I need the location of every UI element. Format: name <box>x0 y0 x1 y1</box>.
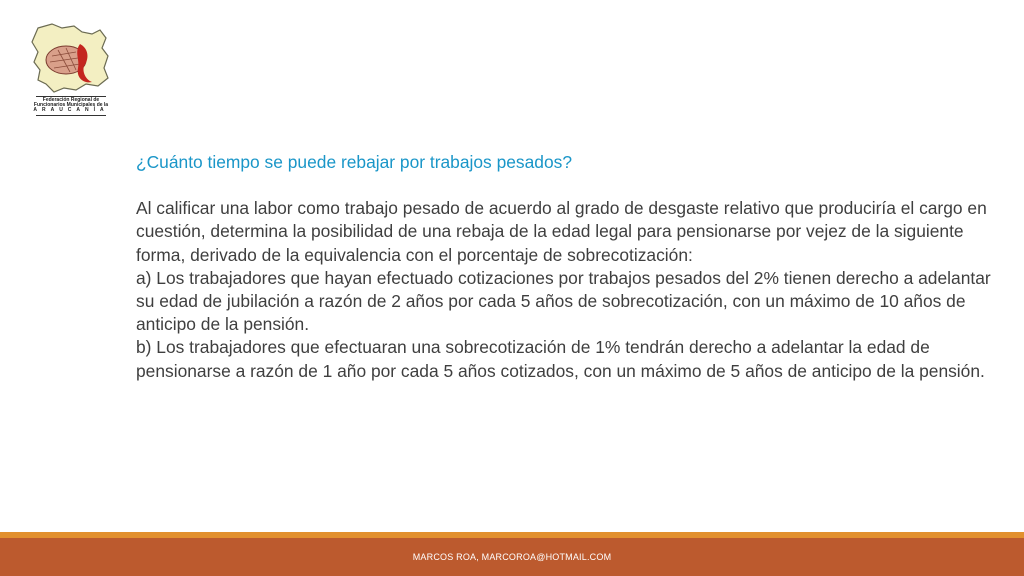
logo-divider-bottom <box>36 115 106 116</box>
slide-intro-paragraph: Al calificar una labor como trabajo pesado de acuerdo al grado de desgaste relativo que produciría el cargo en cuestión, determina la posibilidad de una rebaja de la edad legal para pensionarse por vejez de la siguiente forma, derivado de la equivalencia con el porcentaje de sobrecotización: <box>136 198 987 265</box>
logo-line-1: Federación Regional de <box>42 97 100 103</box>
slide-item-a: a) Los trabajadores que hayan efectuado cotizaciones por trabajos pesados del 2% tienen derecho a adelantar su edad de jubilación a razón de 2 años por cada 5 años de sobrecotización, con un máximo de 10 años de anticipo de la pensión. <box>136 267 991 335</box>
logo-caption <box>30 98 112 113</box>
logo-line-2: Funcionarios Municipales de la <box>33 102 109 108</box>
federation-logo <box>30 22 112 118</box>
footer-author: MARCOS ROA, MARCOROA@HOTMAIL.COM <box>412 552 612 562</box>
slide-body <box>136 151 1002 383</box>
araucania-map-icon <box>30 22 112 94</box>
slide-question: ¿Cuánto tiempo se puede rebajar por trabajos pesados? <box>136 152 573 172</box>
logo-line-3: ARAUCANÍA <box>33 107 109 113</box>
slide-item-b: b) Los trabajadores que efectuaran una sobrecotización de 1% tendrán derecho a adelantar la edad de pensionarse a razón de 1 año por cada 5 años cotizados, con un máximo de 5 años de anticipo de la pensión. <box>136 337 985 381</box>
footer-bar <box>0 538 1024 576</box>
